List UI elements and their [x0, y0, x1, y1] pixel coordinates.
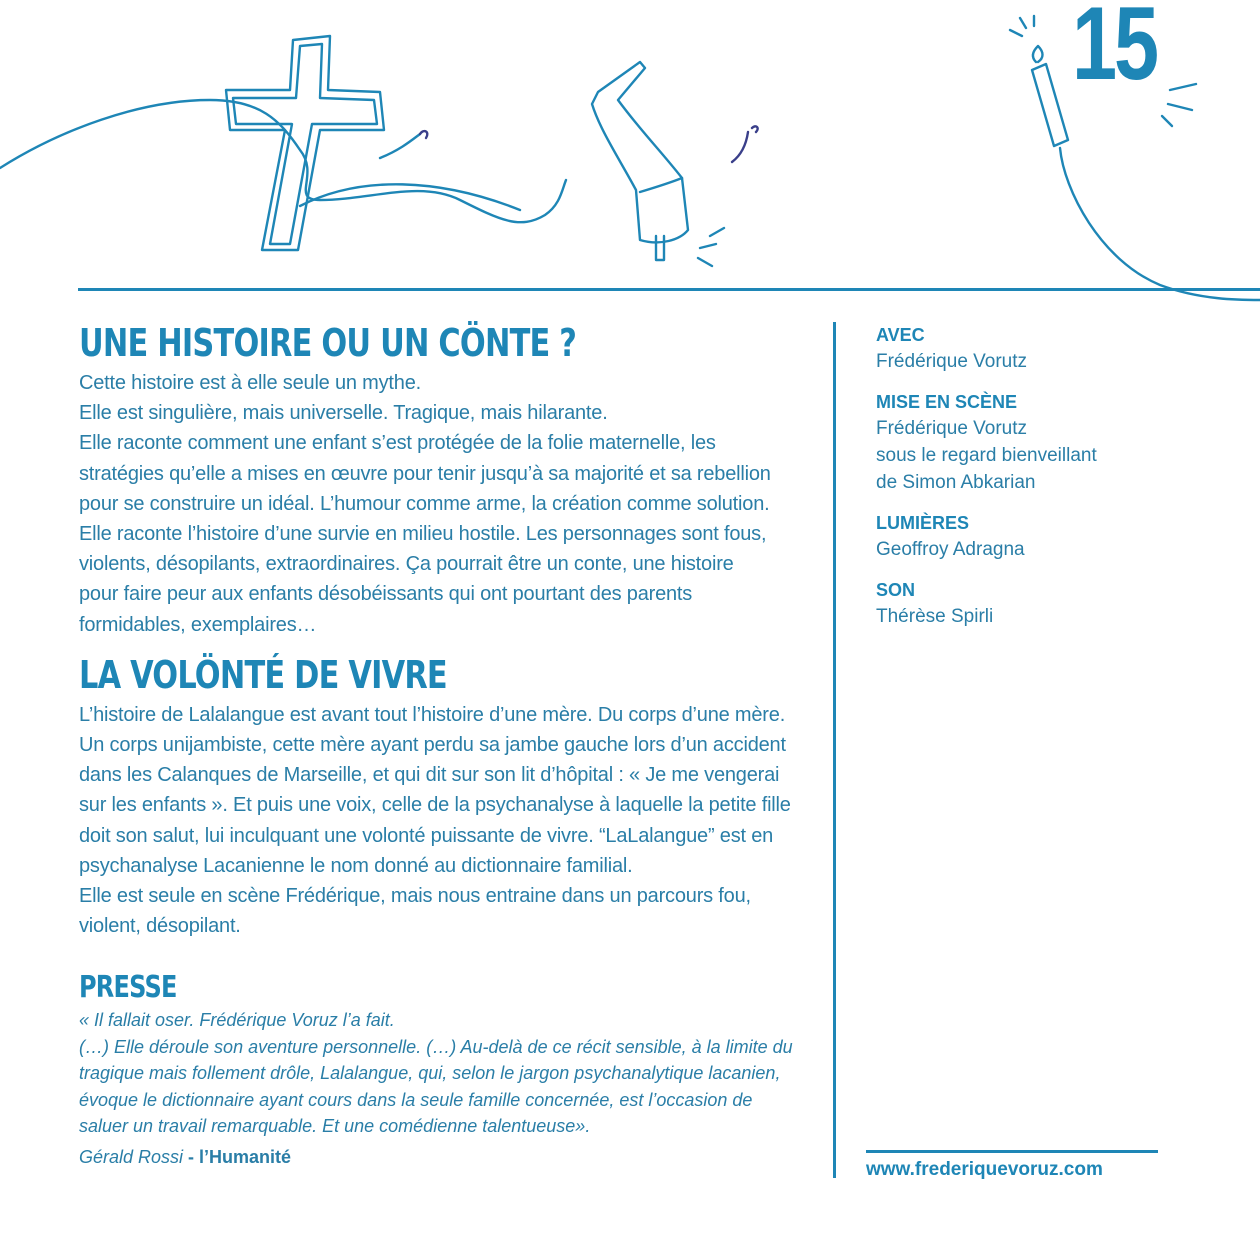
credit-name: sous le regard bienveillant [876, 445, 1097, 466]
section-heading: UNE HISTOIRE OU UN CÖNTE ? [79, 321, 577, 365]
body-line: dans les Calanques de Marseille, et qui dit sur son lit d’hôpital : « Je me vengerai [79, 764, 780, 787]
body-line: Elle est seule en scène Frédérique, mais nous entraine dans un parcours fou, [79, 885, 751, 908]
press-author: Gérald Rossi [79, 1146, 184, 1167]
press-heading: PRESSE [79, 970, 177, 1006]
body-line: Elle est singulière, mais universelle. Tragique, mais hilarante. [79, 402, 608, 425]
body-line: Elle raconte l’histoire d’une survie en milieu hostile. Les personnages sont fous, [79, 523, 767, 546]
credit-label: MISE EN SCÈNE [876, 392, 1018, 412]
credit-name: Frédérique Vorutz [876, 351, 1028, 372]
body-line: violents, désopilants, extraordinaires. Ça pourrait être un conte, une histoire [79, 553, 734, 576]
cross-drawing [226, 36, 384, 250]
quote-line: évoque le dictionnaire ayant cours dans la seule famille concernée, est l’occasion de [79, 1089, 753, 1110]
header-illustration [0, 0, 1260, 310]
body-line: L’histoire de Lalalangue est avant tout l’histoire d’une mère. Du corps d’une mère. [79, 703, 786, 726]
quote-line: tragique mais follement drôle, Lalalangue, qui, selon le jargon psychanalytique lacanien, [79, 1063, 781, 1084]
section-heading: LA VOLÖNTÉ DE VIVRE [79, 652, 447, 697]
wavy-line [0, 100, 566, 222]
credit-names [876, 348, 1156, 375]
press-byline [79, 1142, 819, 1172]
press-separator: - [183, 1146, 200, 1167]
column-divider [833, 322, 836, 1178]
quote-line: saluer un travail remarquable. Et une comédienne talentueuse». [79, 1116, 591, 1137]
credit-name: Frédérique Vorutz [876, 418, 1028, 439]
body-line: pour se construire un idéal. L’humour comme arme, la création comme solution. [79, 492, 770, 515]
credit-label: LUMIÈRES [876, 513, 970, 533]
body-line: sur les enfants ». Et puis une voix, celle de la psychanalyse à laquelle la petite fille [79, 794, 791, 817]
credit-names [876, 603, 1156, 630]
body-line: Un corps unijambiste, cette mère ayant perdu sa jambe gauche lors d’un accident [79, 734, 786, 757]
credit-name: Geoffroy Adragna [876, 539, 1025, 560]
credit-names [876, 415, 1156, 496]
credits-column [876, 322, 1156, 644]
credit-name: Thérèse Spirli [876, 606, 994, 627]
body-line: stratégies qu’elle a mises en œuvre pour tenir jusqu’à sa majorité et sa rebellion [79, 462, 771, 485]
body-line: Elle raconte comment une enfant s’est protégée de la folie maternelle, les [79, 432, 716, 455]
quote-line: (…) Elle déroule son aventure personnelle. (…) Au-delà de ce récit sensible, à la limite du [79, 1036, 793, 1057]
body-line: psychanalyse Lacanienne le nom donné au dictionnaire familial. [79, 854, 633, 877]
body-line: formidables, exemplaires… [79, 613, 317, 636]
body-line: violent, désopilant. [79, 915, 241, 938]
website-link[interactable]: www.frederiquevoruz.com [866, 1159, 1103, 1180]
page-number: 15 [1072, 0, 1156, 102]
main-column [79, 318, 819, 1172]
section-body [79, 700, 819, 942]
section-body [79, 368, 819, 640]
press-outlet: l’Humanité [199, 1146, 292, 1167]
press-quote [79, 1007, 819, 1140]
leg-boot-drawing [592, 62, 724, 266]
header-divider [78, 288, 1260, 291]
credit-name: de Simon Abkarian [876, 472, 1036, 493]
quote-line: « Il fallait oser. Frédérique Voruz l’a fait. [79, 1010, 395, 1031]
body-line: Cette histoire est à elle seule un mythe. [79, 372, 421, 394]
body-line: doit son salut, lui inculquant une volonté puissante de vivre. “LaLalangue” est en [79, 824, 774, 847]
body-line: pour faire peur aux enfants désobéissants qui ont pourtant des parents [79, 583, 693, 606]
website-divider [866, 1150, 1158, 1153]
credit-names [876, 536, 1156, 563]
credit-label: SON [876, 580, 916, 600]
credit-label: AVEC [876, 325, 925, 345]
